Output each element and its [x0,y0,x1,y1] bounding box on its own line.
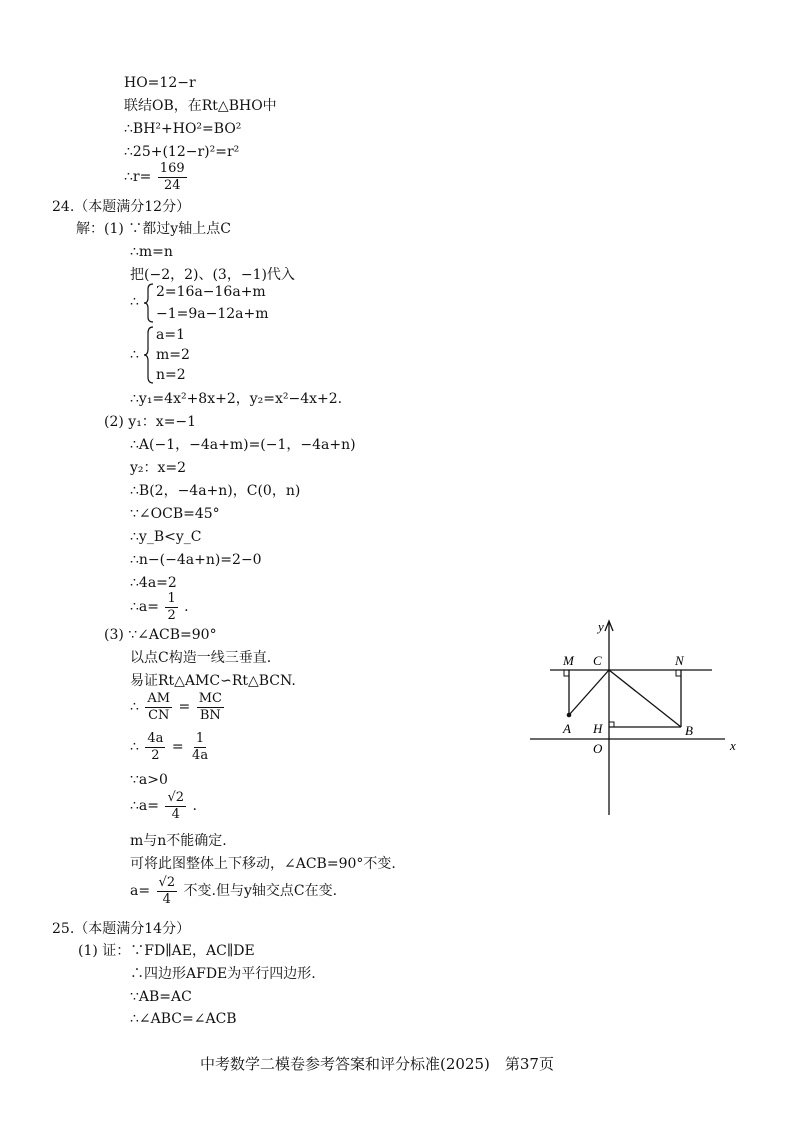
question-heading: 25.（本题满分14分） [52,921,191,937]
equation-system [130,326,230,384]
equation-prefix: ∴ [130,739,139,756]
denominator: 4 [162,891,171,907]
numerator: √2 [167,790,184,805]
equation-line [130,791,197,821]
segment-ca [569,670,609,715]
numerator: MC [198,691,222,706]
label-b: B [685,723,693,738]
right-angle-mark [564,670,569,676]
label-o: O [593,741,603,756]
text-line: ∴y₁=4x²+8x+2，y₂=x²−4x+2. [130,391,343,407]
denominator: 2 [151,747,160,763]
numerator: 1 [195,731,205,746]
denominator: 4 [171,806,180,822]
equation-suffix: . [184,599,189,616]
denominator: 4a [192,747,209,763]
equation-prefix: ∴a= [130,599,159,616]
text-line: ∴∠ABC=∠ACB [130,1011,237,1027]
label-y: y [598,619,604,634]
system-row: 2=16a−16a+m [156,284,266,300]
equation-line [130,592,189,622]
equation-prefix: ∴a= [130,798,159,815]
right-angle-mark [676,670,681,676]
equals-sign: = [171,739,184,756]
equation-line [130,876,337,906]
equation-line [124,162,189,192]
equation-line [130,732,212,762]
text-line: y₂：x=2 [130,460,187,476]
system-row: m=2 [156,347,190,363]
equals-sign: = [178,699,191,716]
denominator: 24 [163,177,181,193]
left-brace [144,326,154,384]
text-line: (3) ∵∠ACB=90° [104,627,217,643]
numerator: AM [147,691,171,706]
equation-suffix: . [192,798,197,815]
fraction [190,732,210,762]
equation-prefix: ∴ [130,699,139,716]
coordinate-figure [525,615,745,820]
question-heading: 24.（本题满分12分） [52,199,191,215]
text-line: 把(−2，2)、(3，−1)代入 [130,267,295,283]
text-line: ∵∠OCB=45° [130,506,220,522]
label-m: M [563,653,574,668]
text-line: ∴y_B<y_C [130,529,202,545]
text-line: 解：(1) ∵都过y轴上点C [76,221,231,237]
equation-prefix: ∴r= [124,169,152,186]
system-prefix: ∴ [130,294,139,310]
fraction [157,876,178,906]
fraction [158,162,187,192]
numerator: 1 [167,591,176,606]
label-h: H [593,721,603,736]
equation-suffix: 不变.但与y轴交点C在变. [183,883,338,900]
text-line: (2) y₁：x=−1 [104,414,197,430]
label-a: A [563,721,571,736]
text-line: 易证Rt△AMC∽Rt△BCN. [130,673,296,689]
label-n: N [675,653,684,668]
system-row: a=1 [156,327,185,343]
numerator: 169 [159,161,185,176]
text-line: ∴m=n [130,244,173,260]
system-row: n=2 [156,367,186,383]
denominator: CN [148,707,170,723]
text-line: 可将此图整体上下移动，∠ACB=90°不变. [130,856,396,872]
text-line: ∴B(2，−4a+n)，C(0，n) [130,483,301,499]
label-x: x [730,738,736,753]
text-line: (1) 证：∵FD∥AE，AC∥DE [78,943,255,959]
numerator: √2 [158,875,176,890]
text-line: ∴25+(12−r)²=r² [124,144,240,160]
system-row: −1=9a−12a+m [156,306,269,322]
page-footer: 中考数学二模卷参考答案和评分标准(2025) 第37页 [200,1055,554,1073]
text-line: m与n不能确定. [130,833,227,849]
text-line: ∴A(−1，−4a+m)=(−1，−4a+n) [130,437,356,453]
numerator: 4a [147,731,164,746]
label-c: C [593,653,602,668]
text-line: ∴n−(−4a+n)=2−0 [130,552,262,568]
text-line: ∴四边形AFDE为平行四边形. [130,966,316,982]
text-line: 联结OB，在Rt△BHO中 [124,98,277,114]
denominator: BN [199,707,221,723]
fraction [145,692,172,722]
point-a [567,713,572,718]
system-prefix: ∴ [130,347,139,363]
equation-system [130,283,350,323]
text-line: ∴BH²+HO²=BO² [124,121,242,137]
equation-prefix: a= [130,883,151,900]
text-line: HO=12−r [124,75,196,91]
fraction [145,732,165,762]
fraction [165,791,186,821]
text-line: 以点C构造一线三垂直. [130,650,272,666]
fraction [165,592,177,622]
denominator: 2 [167,607,176,623]
text-line: ∴4a=2 [130,575,177,591]
fraction [197,692,224,722]
text-line: ∵a>0 [130,772,168,788]
segment-cb [609,670,681,727]
left-brace [144,283,154,323]
right-angle-mark [609,722,614,727]
text-line: ∵AB=AC [130,989,192,1005]
equation-line [130,692,226,722]
